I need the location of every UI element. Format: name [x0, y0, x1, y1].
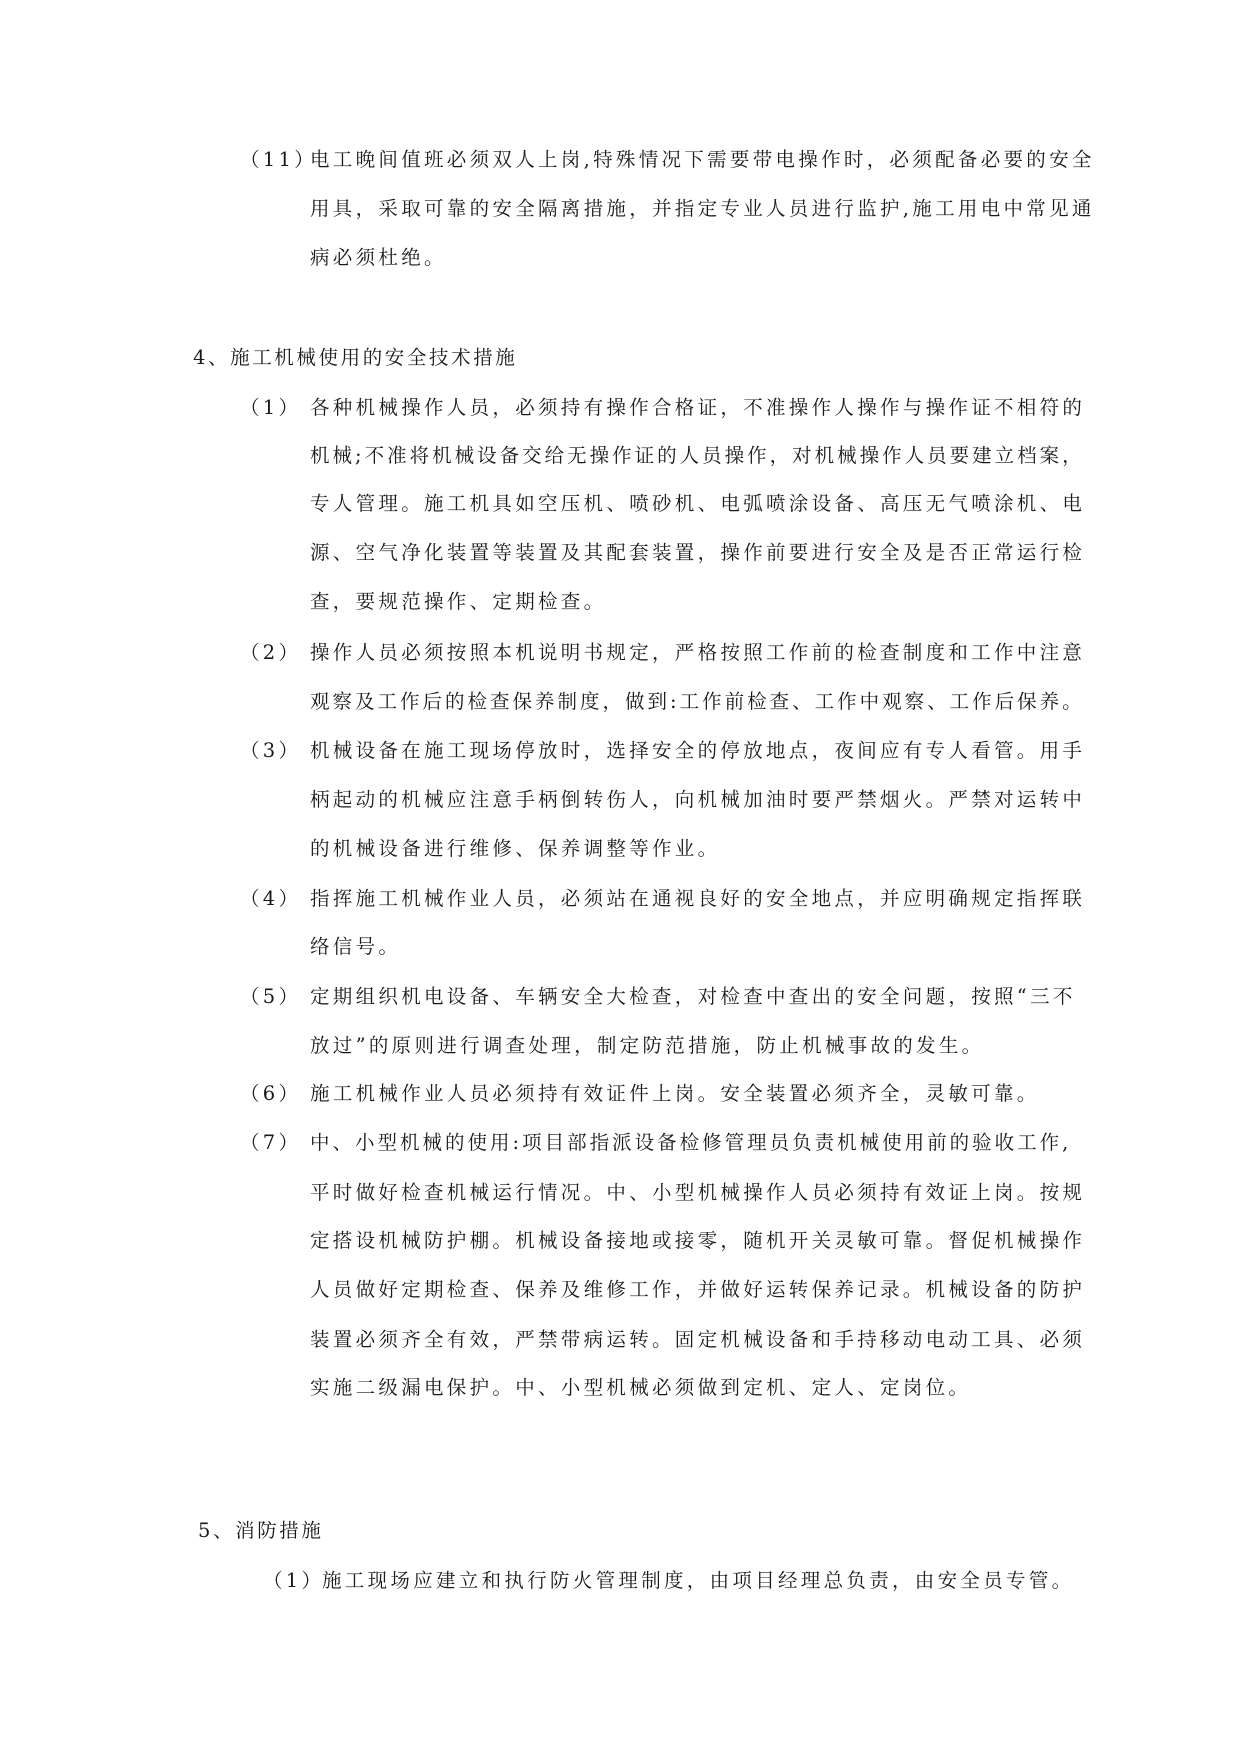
item-11-line-2: 用具，采取可靠的安全隔离措施，并指定专业人员进行监护,施工用电中常见通	[310, 197, 1095, 220]
s4-item-7-line-5: 装置必须齐全有效，严禁带病运转。固定机械设备和手持移动电动工具、必须	[310, 1328, 1086, 1351]
s4-item-6-number: （6）	[240, 1082, 302, 1105]
s4-item-3-number: （3）	[240, 739, 302, 762]
s4-item-7-line-6: 实施二级漏电保护。中、小型机械必须做到定机、定人、定岗位。	[310, 1376, 972, 1399]
s4-item-7-line-3: 定搭设机械防护棚。机械设备接地或接零，随机开关灵敏可靠。督促机械操作	[310, 1229, 1086, 1252]
item-11-line-3: 病必须杜绝。	[310, 246, 447, 269]
s4-item-4-line-1: 指挥施工机械作业人员，必须站在通视良好的安全地点，并应明确规定指挥联	[310, 887, 1086, 910]
s4-item-1-line-4: 源、空气净化装置等装置及其配套装置，操作前要进行安全及是否正常运行检	[310, 541, 1086, 564]
s4-item-7-line-1: 中、小型机械的使用:项目部指派设备检修管理员负责机械使用前的验收工作,	[310, 1131, 1072, 1154]
s4-item-5-line-2: 放过”的原则进行调查处理，制定防范措施，防止机械事故的发生。	[310, 1034, 985, 1057]
s4-item-3-line-1: 机械设备在施工现场停放时，选择安全的停放地点，夜间应有专人看管。用手	[310, 739, 1086, 762]
s4-item-6-line-1: 施工机械作业人员必须持有效证件上岗。安全装置必须齐全，灵敏可靠。	[310, 1082, 1040, 1105]
s4-item-5-number: （5）	[240, 985, 302, 1008]
s4-item-4-line-2: 络信号。	[310, 935, 402, 958]
s4-item-7-line-4: 人员做好定期检查、保养及维修工作，并做好运转保养记录。机械设备的防护	[310, 1278, 1086, 1301]
item-11-number: （11）	[240, 148, 318, 171]
s4-item-7-line-2: 平时做好检查机械运行情况。中、小型机械操作人员必须持有效证上岗。按规	[310, 1181, 1086, 1204]
s4-item-3-line-3: 的机械设备进行维修、保养调整等作业。	[310, 837, 721, 860]
s4-item-1-line-1: 各种机械操作人员，必须持有操作合格证，不准操作人操作与操作证不相符的	[310, 396, 1086, 419]
s4-item-5-line-1: 定期组织机电设备、车辆安全大检查，对检查中查出的安全问题，按照“三不	[310, 985, 1076, 1008]
s4-item-2-number: （2）	[240, 641, 302, 664]
s4-item-1-line-2: 机械;不准将机械设备交给无操作证的人员操作，对机械操作人员要建立档案，	[310, 444, 1085, 467]
s4-item-3-line-2: 柄起动的机械应注意手柄倒转伤人，向机械加油时要严禁烟火。严禁对运转中	[310, 788, 1086, 811]
s4-item-1-line-5: 查，要规范操作、定期检查。	[310, 590, 607, 613]
s5-item-1-line-1: 施工现场应建立和执行防火管理制度，由项目经理总负责，由安全员专管。	[322, 1569, 1075, 1592]
s4-item-2-line-2: 观察及工作后的检查保养制度，做到:工作前检查、工作中观察、工作后保养。	[310, 690, 1085, 713]
s4-item-2-line-1: 操作人员必须按照本机说明书规定，严格按照工作前的检查制度和工作中注意	[310, 641, 1086, 664]
s5-item-1-number: （1）	[263, 1569, 325, 1592]
section-4-heading: 4、施工机械使用的安全技术措施	[193, 346, 518, 369]
item-11-line-1: 电工晚间值班必须双人上岗,特殊情况下需要带电操作时，必须配备必要的安全	[310, 148, 1095, 171]
s4-item-1-line-3: 专人管理。施工机具如空压机、喷砂机、电弧喷涂设备、高压无气喷涂机、电	[310, 492, 1086, 515]
s4-item-7-number: （7）	[240, 1131, 302, 1154]
s4-item-4-number: （4）	[240, 887, 302, 910]
s4-item-1-number: （1）	[240, 396, 302, 419]
section-5-heading: 5、消防措施	[198, 1519, 324, 1542]
